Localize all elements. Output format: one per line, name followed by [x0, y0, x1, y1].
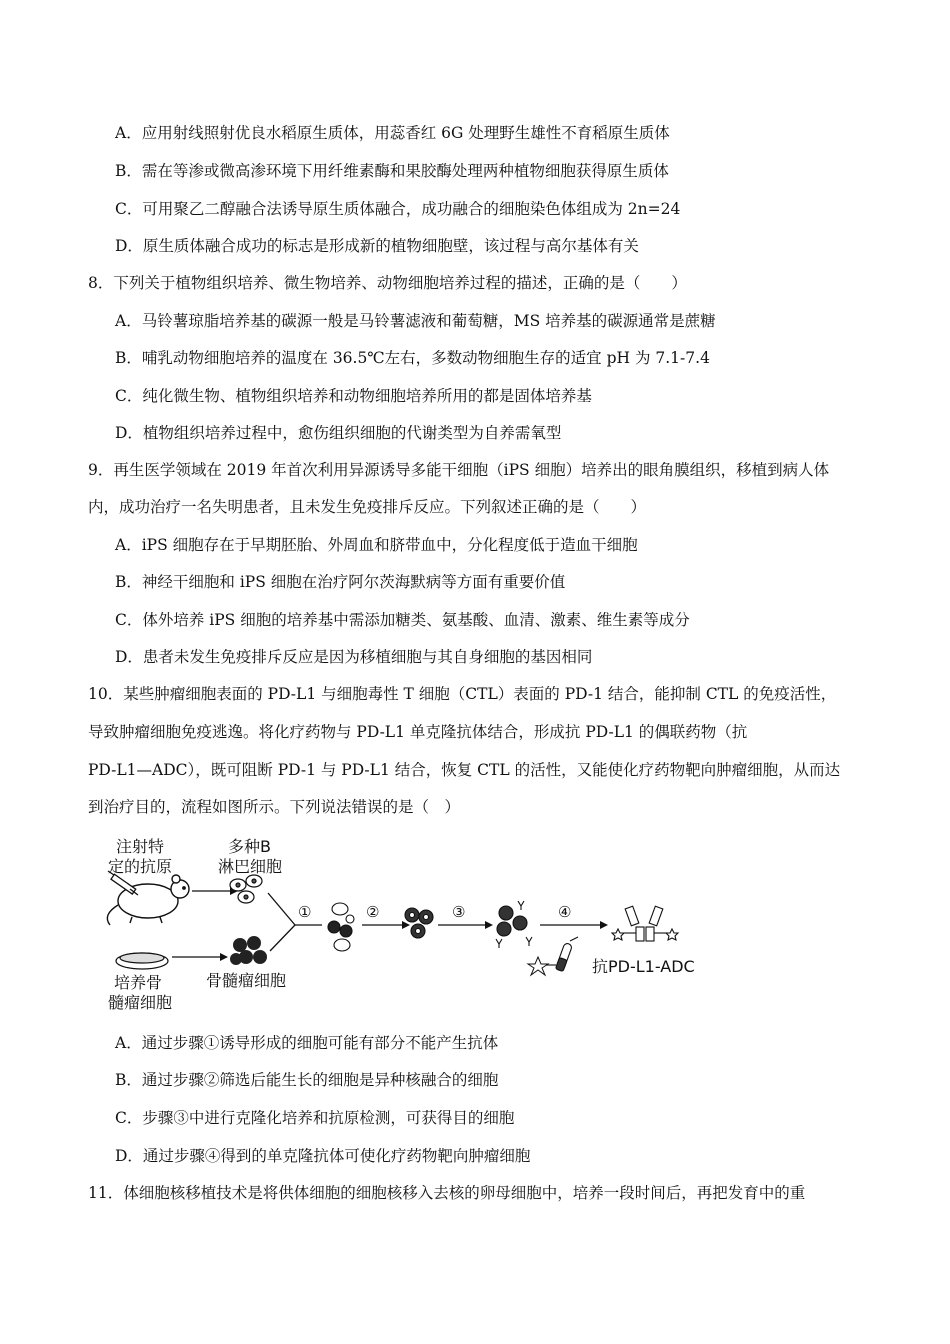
q8-option-c: C．纯化微生物、植物组织培养和动物细胞培养所用的都是固体培养基: [115, 387, 592, 405]
q10-option-a: A．通过步骤①诱导形成的细胞可能有部分不能产生抗体: [115, 1034, 499, 1052]
myeloma-label: 骨髓瘤细胞: [206, 971, 287, 990]
q9-stem-line-1: 9．再生医学领域在 2019 年首次利用异源诱导多能干细胞（iPS 细胞）培养出的眼角膜组织，移植到病人体: [88, 461, 830, 479]
q7-option-d: D．原生质体融合成功的标志是形成新的植物细胞壁，该过程与高尔基体有关: [115, 237, 639, 255]
inject-antigen-label-1: 注射特: [116, 837, 165, 856]
q8-option-d: D．植物组织培养过程中，愈伤组织细胞的代谢类型为自养需氧型: [115, 424, 562, 442]
q10-stem-line-3: PD-L1—ADC），既可阻断 PD-1 与 PD-L1 结合，恢复 CTL 的活性，又能使化疗药物靶向肿瘤细胞，从而达: [88, 761, 841, 779]
q7-option-c: C．可用聚乙二醇融合法诱导原生质体融合，成功融合的细胞染色体组成为 2n=24: [115, 200, 681, 218]
myeloma-cells-icon: [230, 936, 267, 965]
step-2-label: ②: [366, 903, 380, 921]
q8-option-a: A．马铃薯琼脂培养基的碳源一般是马铃薯滤液和葡萄糖，MS 培养基的碳源通常是蔗糖: [115, 312, 716, 330]
adc-product-label: 抗PD-L1-ADC: [592, 957, 695, 976]
q7-option-a: A．应用射线照射优良水稻原生质体，用蕊香红 6G 处理野生雄性不育稻原生质体: [115, 124, 670, 142]
culture-myeloma-label-1: 培养骨: [114, 973, 163, 992]
q10-option-c: C．步骤③中进行克隆化培养和抗原检测，可获得目的细胞: [115, 1109, 515, 1127]
step-1-label: ①: [298, 903, 312, 921]
q7-option-b: B．需在等渗或微高渗环境下用纤维素酶和果胶酶处理两种植物细胞获得原生质体: [115, 162, 669, 180]
q9-option-a: A．iPS 细胞存在于早期胚胎、外周血和脐带血中，分化程度低于造血干细胞: [115, 536, 638, 554]
adc-icon: [612, 906, 678, 941]
antibody-capsule-icon: [546, 937, 578, 972]
q11-stem: 11．体细胞核移植技术是将供体细胞的细胞核移入去核的卵母细胞中，培养一段时间后，再把发育中的重: [88, 1184, 806, 1202]
b-cell-label-2: 淋巴细胞: [218, 857, 283, 876]
b-cell-label-1: 多种B: [228, 837, 271, 856]
step-3-label: ③: [452, 903, 466, 921]
q10-stem-line-2: 导致肿瘤细胞免疫逃逸。将化疗药物与 PD-L1 单克隆抗体结合，形成抗 PD-L1 的偶联药物（抗: [88, 723, 748, 741]
q10-option-b: B．通过步骤②筛选后能生长的细胞是异种核融合的细胞: [115, 1071, 499, 1089]
q9-option-c: C．体外培养 iPS 细胞的培养基中需添加糖类、氨基酸、血清、激素、维生素等成分: [115, 611, 690, 629]
q10-stem-line-1: 10．某些肿瘤细胞表面的 PD-L1 与细胞毒性 T 细胞（CTL）表面的 PD-1 结合，能抑制 CTL 的免疫活性，: [88, 685, 837, 703]
q8-option-b: B．哺乳动物细胞培养的温度在 36.5℃左右，多数动物细胞生存的适宜 pH 为 7.1-7.4: [115, 349, 710, 367]
q9-option-d: D．患者未发生免疫排斥反应是因为移植细胞与其自身细胞的基因相同: [115, 648, 593, 666]
step-4-label: ④: [558, 903, 572, 921]
fused-cells-icon: [328, 903, 354, 951]
q10-stem-line-4: 到治疗目的，流程如图所示。下列说法错误的是（ ）: [88, 798, 461, 816]
q9-option-b: B．神经干细胞和 iPS 细胞在治疗阿尔茨海默病等方面有重要价值: [115, 573, 566, 591]
b-cells-icon: [230, 875, 262, 903]
hybridoma-flow-diagram: [100, 833, 720, 1013]
q9-stem-line-2: 内，成功治疗一名失明患者，且未发生免疫排斥反应。下列叙述正确的是（ ）: [88, 498, 647, 516]
drug-star-icon: [528, 957, 548, 975]
culture-myeloma-label-2: 髓瘤细胞: [108, 993, 173, 1012]
diagram-graphic: [100, 833, 720, 1013]
q8-stem: 8．下列关于植物组织培养、微生物培养、动物细胞培养过程的描述，正确的是（ ）: [88, 274, 687, 292]
inject-antigen-label-2: 定的抗原: [108, 857, 173, 876]
hybridoma-cells-icon: [405, 908, 433, 938]
antibody-secreting-cells-icon: [496, 901, 532, 948]
petri-dish-icon: [116, 953, 168, 969]
q10-option-d: D．通过步骤④得到的单克隆抗体可使化疗药物靶向肿瘤细胞: [115, 1147, 531, 1165]
